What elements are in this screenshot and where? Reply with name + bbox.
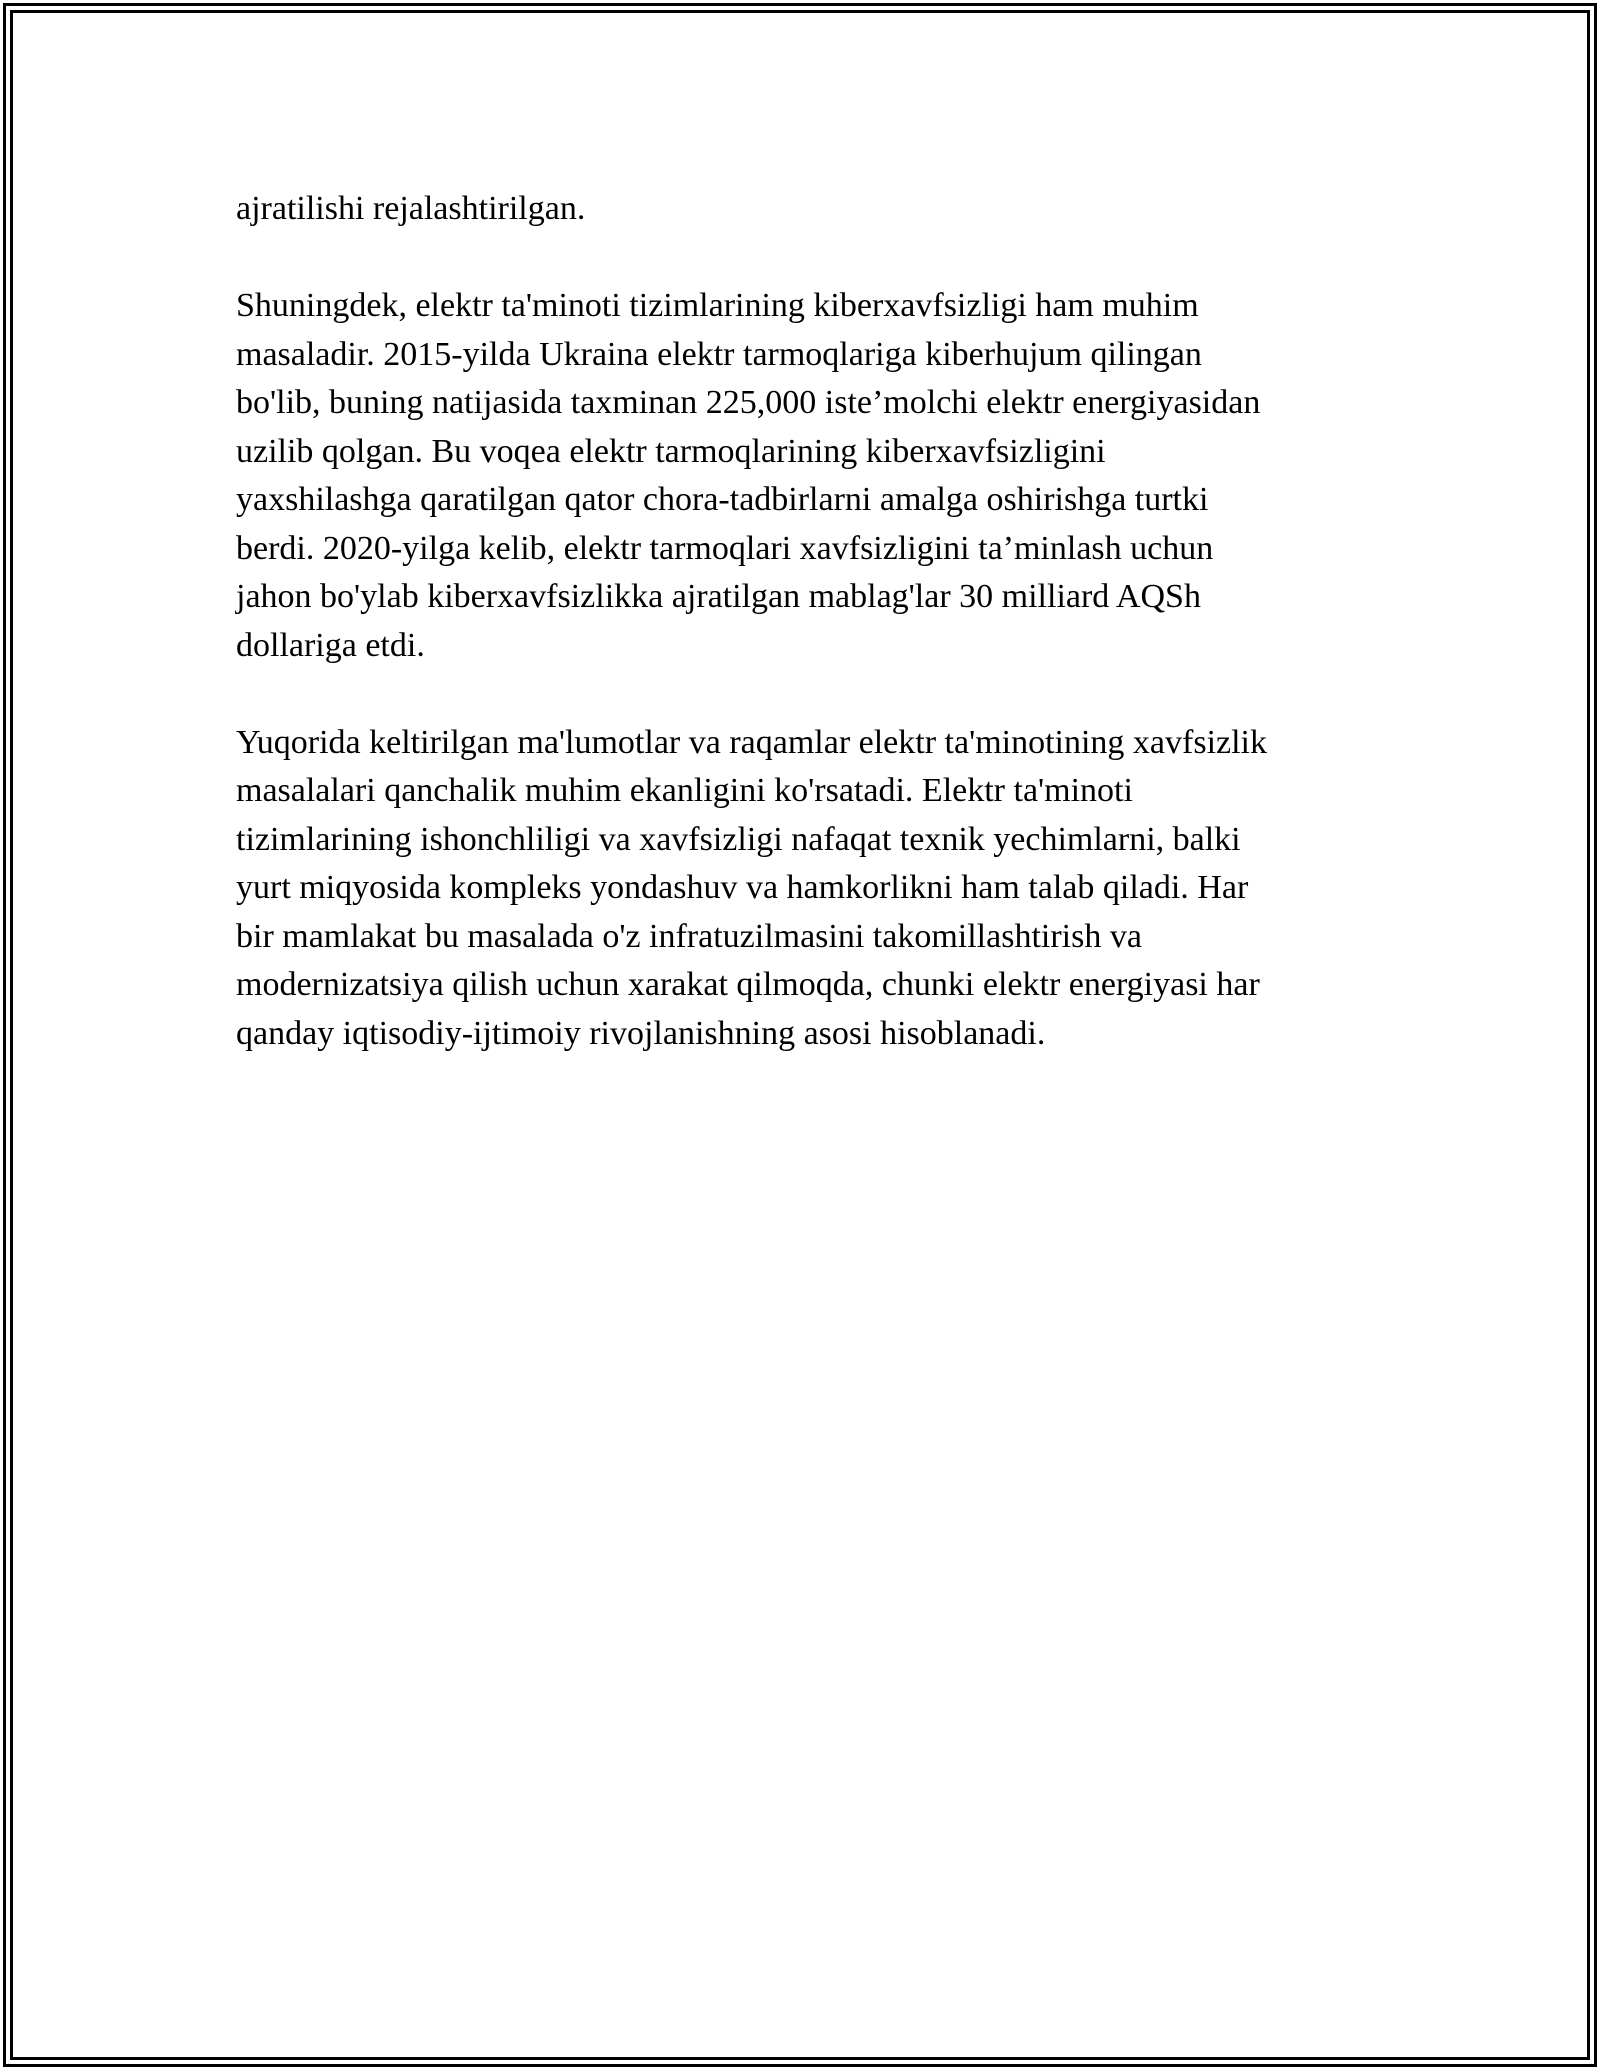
text-line: modernizatsiya qilish uchun xarakat qilmoqda, chunki elektr energiyasi har: [236, 966, 1260, 1003]
text-line: Shuningdek, elektr ta'minoti tizimlarining kiberxavfsizligi ham muhim: [236, 287, 1199, 324]
text-line: uzilib qolgan. Bu voqea elektr tarmoqlarining kiberxavfsizligini: [236, 432, 1106, 470]
text-line: Yuqorida keltirilgan ma'lumotlar va raqamlar elektr ta'minotining xavfsizlik: [236, 723, 1268, 761]
document-body: [236, 185, 1356, 1058]
text-line: yaxshilashga qaratilgan qator chora-tadbirlarni amalga oshirishga turtki: [236, 481, 1209, 518]
text-line: ajratilishi rejalashtirilgan.: [236, 190, 586, 227]
text-line: dollariga etdi.: [236, 626, 425, 664]
text-line: jahon bo'ylab kiberxavfsizlikka ajratilgan mablag'lar 30 milliard AQSh: [236, 578, 1201, 615]
text-line: bir mamlakat bu masalada o'z infratuzilmasini takomillashtirish va: [236, 917, 1142, 955]
text-line: yurt miqyosida kompleks yondashuv va hamkorlikni ham talab qiladi. Har: [236, 869, 1249, 906]
text-line: qanday iqtisodiy-ijtimoiy rivojlanishning asosi hisoblanadi.: [236, 1014, 1046, 1052]
paragraph-3: [236, 719, 1356, 1059]
text-line: tizimlarining ishonchliligi va xavfsizligi nafaqat texnik yechimlarni, balki: [236, 820, 1241, 858]
text-line: bo'lib, buning natijasida taxminan 225,000 iste’molchi elektr energiyasidan: [236, 384, 1261, 421]
text-line: masaladir. 2015-yilda Ukraina elektr tarmoqlariga kiberhujum qilingan: [236, 335, 1202, 373]
text-line: berdi. 2020-yilga kelib, elektr tarmoqlari xavfsizligini ta’minlash uchun: [236, 529, 1214, 567]
text-line: masalalari qanchalik muhim ekanligini ko'rsatadi. Elektr ta'minoti: [236, 772, 1133, 809]
paragraph-2: [236, 282, 1356, 670]
paragraph-1: [236, 185, 1356, 234]
